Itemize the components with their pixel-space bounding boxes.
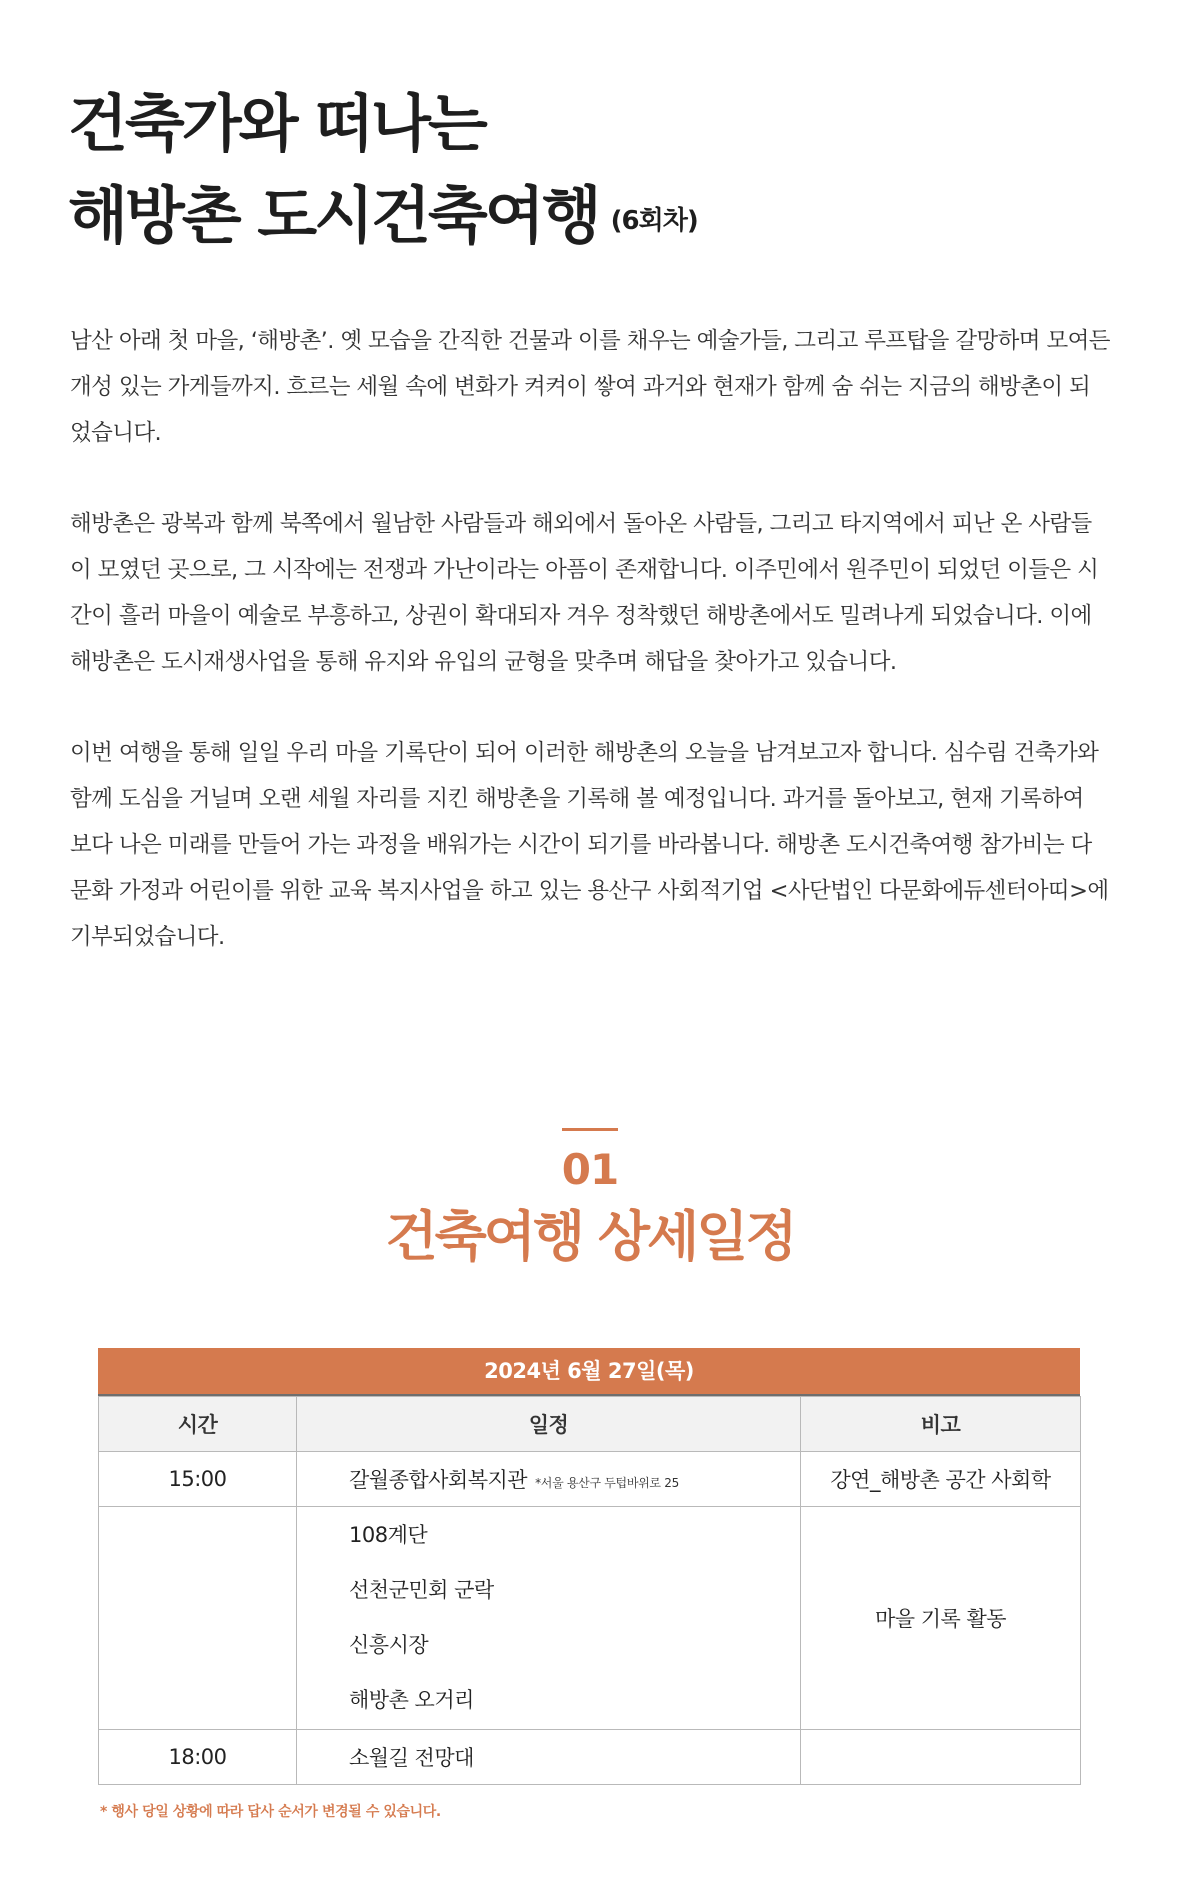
title-line-2 [68, 170, 698, 267]
row-place [297, 1730, 801, 1785]
schedule-section-heading [0, 1128, 1180, 1273]
section-number: 01 [561, 1145, 619, 1194]
schedule-footnote: * 행사 당일 상황에 따라 답사 순서가 변경될 수 있습니다. [100, 1804, 441, 1820]
place-address: *서울 용산구 두텁바위로 25 [535, 1476, 679, 1490]
row-time: 15:00 [99, 1452, 297, 1507]
row-place [297, 1452, 801, 1507]
row-note [801, 1730, 1081, 1785]
table-header-row [99, 1397, 1081, 1452]
intro-paragraph-3: 이번 여행을 통해 일일 우리 마을 기록단이 되어 이러한 해방촌의 오늘을 남겨보고자 합니다. 심수림 건축가와 함께 도심을 거닐며 오랜 세월 자리를 지킨 해방촌을 기록해 볼 예정입니다. 과거를 돌아보고, 현재 기록하여 보다 나은 미래를 만들어 가는 과정을 배워가는 시간이 되기를 바라봅니다. 해방촌 도시건축여행 참가비는 다문화 가정과 어린이를 위한 교육 복지사업을 하고 있는 용산구 사회적기업 <사단법인 다문화에듀센터아띠>에 기부되었습니다. [70, 740, 1109, 950]
title-session-suffix: (6회차) [610, 206, 698, 236]
row-places [297, 1507, 801, 1730]
place-name: 소월길 전망대 [349, 1746, 474, 1770]
row-time: 18:00 [99, 1730, 297, 1785]
place-item: 신흥시장 [349, 1633, 429, 1657]
place-name: 갈월종합사회복지관 [349, 1468, 528, 1492]
intro-text [70, 318, 1110, 1005]
place-item: 선천군민회 군락 [349, 1578, 494, 1602]
schedule-table-wrapper [98, 1348, 1080, 1821]
row-note: 강연_해방촌 공간 사회학 [801, 1452, 1081, 1507]
table-row [99, 1452, 1081, 1507]
header-time: 시간 [99, 1397, 297, 1452]
row-note: 마을 기록 활동 [801, 1507, 1081, 1730]
place-item: 해방촌 오거리 [349, 1688, 474, 1712]
page-title [68, 78, 698, 267]
place-item: 108계단 [349, 1523, 428, 1547]
section-divider [562, 1128, 618, 1131]
row-time [99, 1507, 297, 1730]
table-row [99, 1730, 1081, 1785]
header-schedule: 일정 [297, 1397, 801, 1452]
title-line-1: 건축가와 떠나는 [68, 87, 485, 160]
table-row [99, 1507, 1081, 1730]
title-line-2-text: 해방촌 도시건축여행 [68, 179, 599, 252]
intro-paragraph-1: 남산 아래 첫 마을, ‘해방촌’. 옛 모습을 간직한 건물과 이를 채우는 예술가들, 그리고 루프탑을 갈망하며 모여든 개성 있는 가게들까지. 흐르는 세월 속에 변화가 켜켜이 쌓여 과거와 현재가 함께 숨 쉬는 지금의 해방촌이 되었습니다. [70, 328, 1110, 446]
intro-paragraph-2: 해방촌은 광복과 함께 북쪽에서 월남한 사람들과 해외에서 돌아온 사람들, 그리고 타지역에서 피난 온 사람들이 모였던 곳으로, 그 시작에는 전쟁과 가난이라는 아픔이 존재합니다. 이주민에서 원주민이 되었던 이들은 시간이 흘러 마을이 예술로 부흥하고, 상권이 확대되자 겨우 정착했던 해방촌에서도 밀려나게 되었습니다. 이에 해방촌은 도시재생사업을 통해 유지와 유입의 균형을 맞추며 해답을 찾아가고 있습니다. [70, 511, 1099, 675]
section-title: 건축여행 상세일정 [385, 1205, 795, 1268]
schedule-table [98, 1396, 1081, 1785]
header-note: 비고 [801, 1397, 1081, 1452]
schedule-date-bar: 2024년 6월 27일(목) [98, 1348, 1080, 1396]
